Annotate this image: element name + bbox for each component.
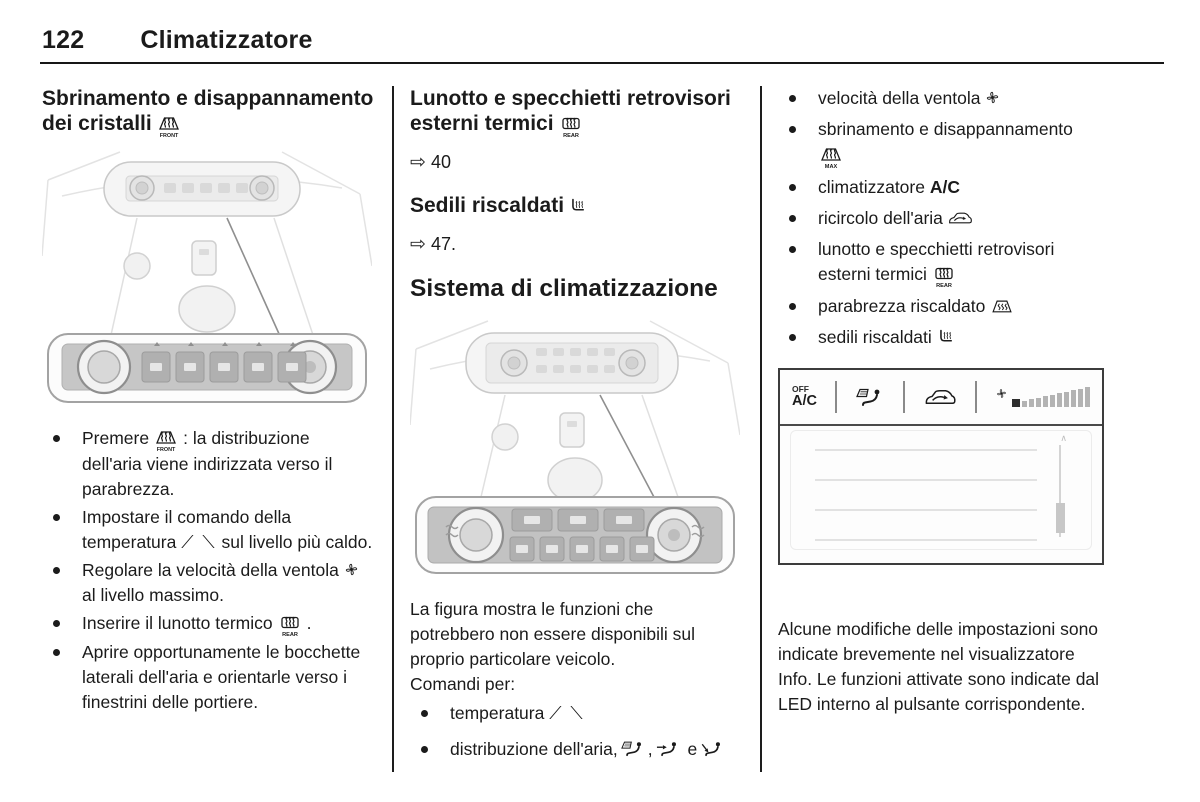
list-item: sbrinamento e disappannamento [778,117,1108,169]
bullet-dot [53,514,60,521]
recirculation-icon [947,210,973,226]
functions-list [778,86,1108,350]
column-right [778,86,1108,717]
temperature-dial-icon: ⟋ ⟍ [181,532,217,552]
bullet-dot [53,620,60,627]
scrollbar-thumb [1056,503,1065,533]
fan-speed-block [1012,399,1020,407]
column-divider [760,86,762,772]
bullet-dot [789,184,796,191]
page-reference: ⇨ 47. [410,234,456,255]
defrost-controls-illustration [42,146,372,408]
list-item: Impostare il comando della temperatura ⟋ ⟍ sul livello più caldo. [42,505,374,555]
section-heading-climate-system: Sistema di climatizzazione [410,275,718,302]
section-heading-defrost: Sbrinamento e disappannamento dei cristalli [42,86,374,138]
page-reference: ⇨ 40 [410,152,451,173]
figure-note: La figura mostra le funzioni che potrebbero non essere disponibili sul proprio particolare veicolo. [410,599,696,669]
bullet-dot [53,567,60,574]
display-ac-status [792,385,817,409]
page-header [42,26,313,55]
list-item: ricircolo dell'aria [778,206,1108,231]
heated-windshield-icon [989,298,1015,314]
heated-seat-icon [568,197,585,214]
list-item: sedili riscaldati [778,325,1108,350]
list-item: Inserire il lunotto termico . [42,611,374,637]
column-left [42,86,374,718]
display-status-bar [780,370,1102,426]
air-to-floor-icon [699,740,725,757]
ac-label: A/C [929,177,960,197]
list-item: lunotto e specchietti retrovisori esterni termici [778,237,1108,288]
defrost-steps-list [42,426,374,715]
display-inset-panel [790,430,1092,550]
settings-note: Alcune modifiche delle impostazioni sono indicate brevemente nel visualizzatore Info. Le funzioni attivate sono indicate dal LED interno al pulsante corrispondente. [778,619,1100,714]
ac-label: A/C [792,393,817,409]
rear-defrost-icon [558,114,584,138]
display-content-area [780,426,1102,565]
list-item: parabrezza riscaldato [778,294,1108,319]
bullet-dot [789,246,796,253]
column-middle [410,86,740,765]
list-item: temperatura ⟋ ⟍ [410,701,740,726]
fan-icon [984,89,1001,106]
page-ref-arrow-icon: ⇨ [410,234,426,255]
fan-icon [343,561,360,578]
info-display-illustration [778,368,1104,565]
list-item: Regolare la velocità della ventolaal livello massimo. [42,558,374,608]
display-separator [835,381,837,413]
front-defrost-icon [156,114,182,138]
fan-icon [995,387,1008,400]
heated-seat-icon [936,328,953,345]
list-item: velocità della ventola [778,86,1108,111]
chapter-title: Climatizzatore [140,26,313,54]
bullet-dot [53,435,60,442]
bullet-dot [789,303,796,310]
temperature-dial-icon: ⟋ ⟍ [549,703,585,723]
section-heading-heated-seats: Sedili riscaldati [410,193,740,218]
air-to-face-icon [655,740,681,757]
bullet-dot [789,95,796,102]
rear-defrost-icon [277,613,303,637]
rear-defrost-icon [931,264,957,288]
list-item: Aprire opportunamente le bocchette laterali dell'aria e orientarle verso i finestrini delle portiere. [42,640,374,715]
controls-intro: Comandi per: [410,674,516,694]
display-separator [975,381,977,413]
air-distribution-icon [855,386,885,408]
bullet-dot [789,126,796,133]
bullet-dot [789,334,796,341]
bullet-dot [789,215,796,222]
controls-list [410,701,740,762]
front-defrost-icon [153,428,179,452]
max-defrost-icon [818,145,844,169]
header-rule [40,62,1164,64]
ac-off-label: OFF [792,384,809,394]
page-ref-arrow-icon: ⇨ [410,152,426,173]
recirculation-icon [923,386,957,408]
list-item: Premere : la distribuzione dell'aria viene indirizzata verso il parabrezza. [42,426,374,502]
climate-controls-illustration [410,315,740,577]
list-item: climatizzatore A/C [778,175,1108,200]
bullet-dot [421,710,428,717]
scroll-up-icon: ∧ [1060,433,1067,443]
air-to-windshield-icon [620,740,646,757]
bullet-dot [421,746,428,753]
list-item: distribuzione dell'aria, , e [410,737,740,762]
display-separator [903,381,905,413]
fan-speed-gauge [995,387,1090,407]
section-heading-rear-window: Lunotto e specchietti retrovisori esterni termici [410,86,740,138]
page-number: 122 [42,26,85,54]
bullet-dot [53,649,60,656]
column-divider [392,86,394,772]
